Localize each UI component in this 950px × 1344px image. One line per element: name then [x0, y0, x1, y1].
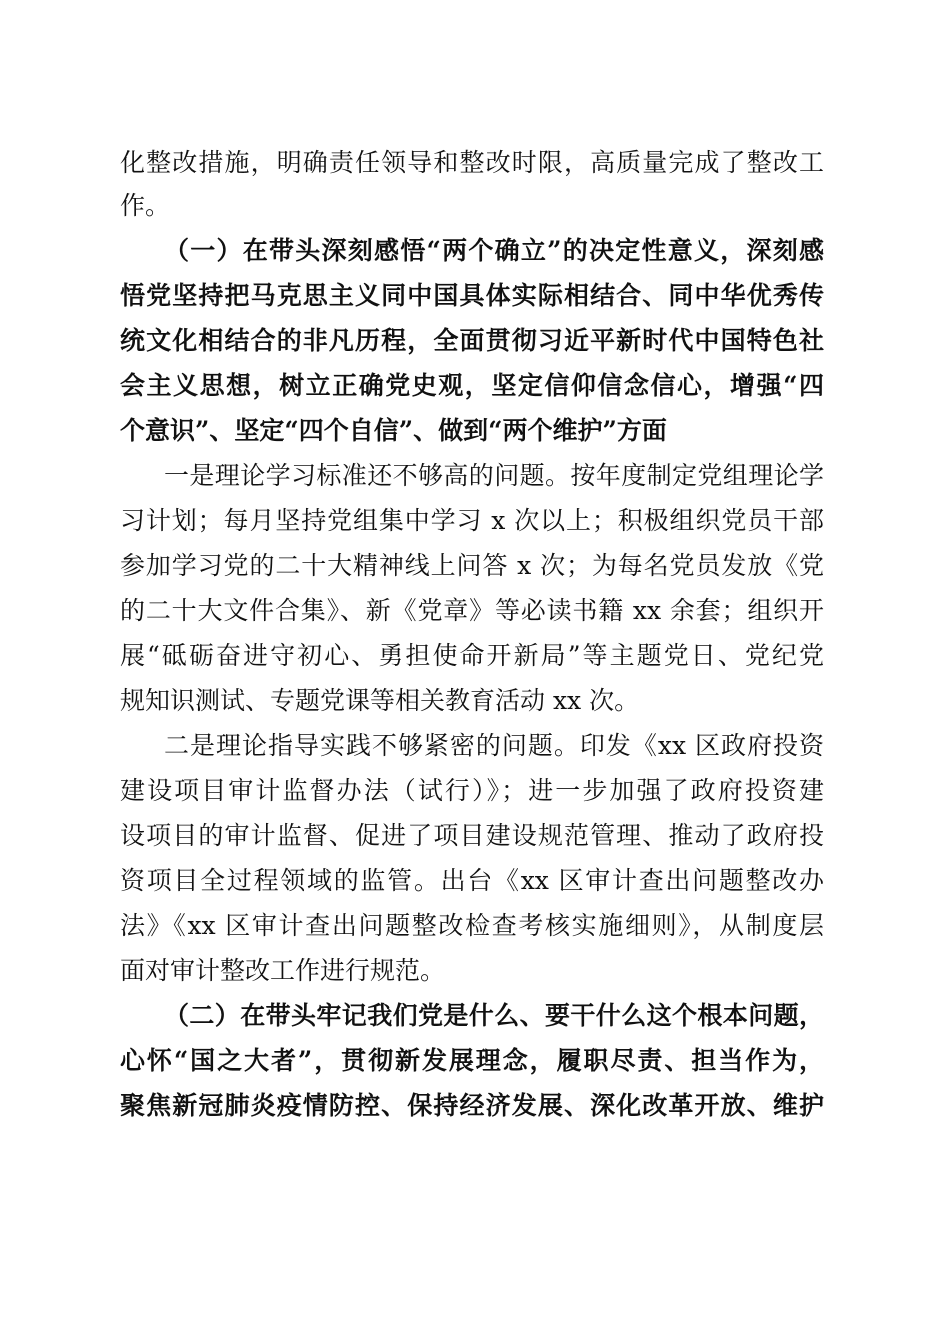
p3-line-1: 二是理论指导实践不够紧密的问题。印发《xx 区政府投资	[164, 731, 824, 760]
p2-line-1: 一是理论学习标准还不够高的问题。按年度制定党组理论学	[164, 461, 824, 490]
p2-line-5: 展“砥砺奋进守初心、勇担使命开新局”等主题党日、党纪党	[120, 641, 824, 670]
p2-line-4: 的二十大文件合集》、新《党章》等必读书籍 xx 余套；组织开	[120, 596, 824, 625]
heading-1-line-1: （一）在带头深刻感悟“两个确立”的决定性意义，深刻感	[164, 236, 824, 265]
p3-line-4: 资项目全过程领域的监管。出台《xx 区审计查出问题整改办	[120, 866, 824, 895]
p1-line-1: 化整改措施，明确责任领导和整改时限，高质量完成了整改工	[120, 148, 824, 177]
p2-line-6: 规知识测试、专题党课等相关教育活动 xx 次。	[120, 686, 640, 715]
p3-line-2: 建设项目审计监督办法（试行）》；进一步加强了政府投资建	[120, 776, 824, 805]
heading-1-line-5: 个意识”、坚定“四个自信”、做到“两个维护”方面	[120, 416, 667, 445]
p2-line-2: 习计划；每月坚持党组集中学习 x 次以上；积极组织党员干部	[120, 506, 824, 535]
p3-line-3: 设项目的审计监督、促进了项目建设规范管理、推动了政府投	[120, 821, 824, 850]
p3-line-6: 面对审计整改工作进行规范。	[120, 956, 446, 985]
p3-line-5: 法》《xx 区审计查出问题整改检查考核实施细则》，从制度层	[120, 911, 824, 940]
heading-1-line-4: 会主义思想，树立正确党史观，坚定信仰信念信心，增强“四	[120, 371, 824, 400]
heading-2-line-1: （二）在带头牢记我们党是什么、要干什么这个根本问题，	[164, 1001, 824, 1030]
heading-2-line-2: 心怀“国之大者”，贯彻新发展理念，履职尽责、担当作为，	[120, 1046, 824, 1075]
p1-line-2: 作。	[120, 191, 171, 220]
p2-line-3: 参加学习党的二十大精神线上问答 x 次；为每名党员发放《党	[120, 551, 824, 580]
heading-2-line-3: 聚焦新冠肺炎疫情防控、保持经济发展、深化改革开放、维护	[120, 1091, 824, 1120]
heading-1-line-2: 悟党坚持把马克思主义同中国具体实际相结合、同中华优秀传	[120, 281, 824, 310]
heading-1-line-3: 统文化相结合的非凡历程，全面贯彻习近平新时代中国特色社	[120, 326, 824, 355]
